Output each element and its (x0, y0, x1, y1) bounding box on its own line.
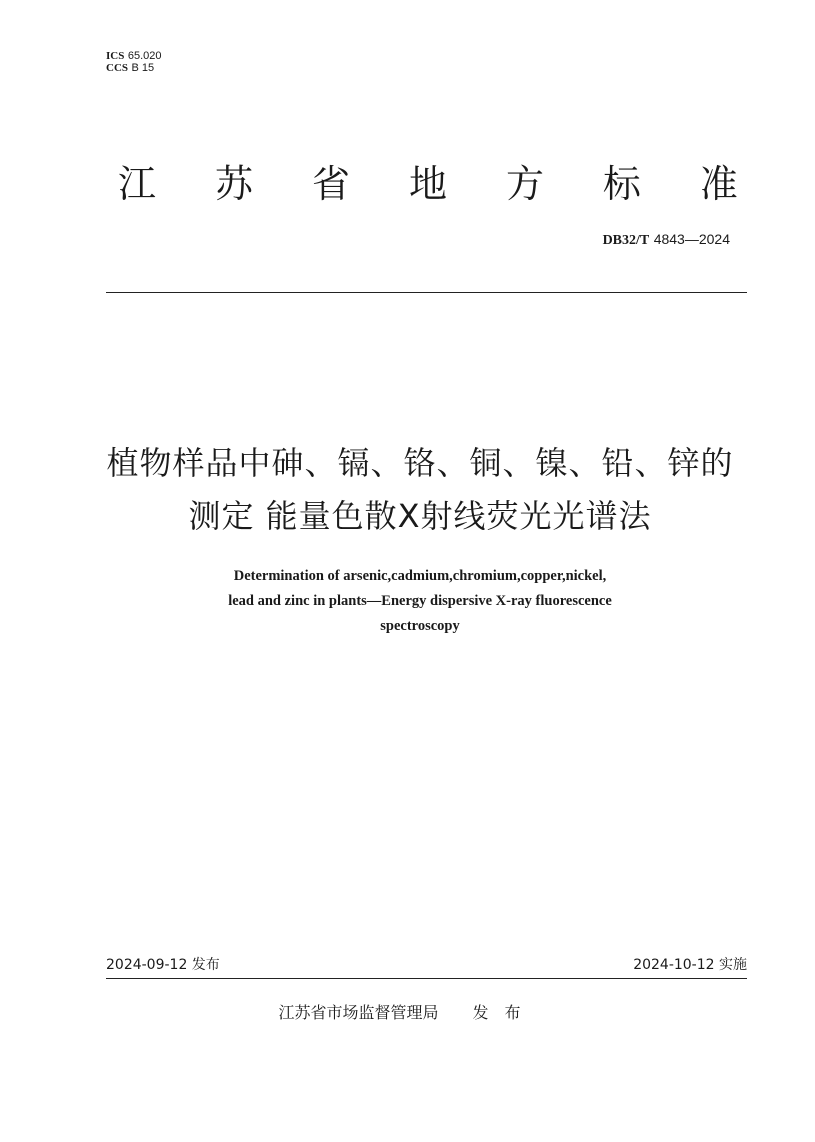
ics-label: ICS (106, 50, 125, 62)
standard-type-char: 准 (699, 162, 738, 206)
ccs-label: CCS (106, 62, 129, 74)
document-number (603, 231, 730, 249)
issuing-authority (0, 1003, 815, 1023)
standard-type-char: 标 (602, 162, 641, 206)
doc-number-value: 4843—2024 (653, 231, 730, 247)
standard-type-char: 方 (505, 162, 544, 206)
standard-type-char: 地 (408, 162, 447, 206)
ccs-value: B 15 (131, 62, 155, 74)
english-title-line-1: Determination of arsenic,cadmium,chromium,copper,nickel, (233, 568, 607, 584)
ics-code (106, 50, 162, 62)
ccs-code (106, 62, 154, 74)
english-title (80, 564, 760, 639)
chinese-title-line-2: 测定 能量色散X射线荧光光谱法 (188, 497, 652, 535)
issuer-name: 江苏省市场监督管理局 (278, 1003, 439, 1022)
standard-type-title (118, 160, 738, 210)
header-divider (106, 292, 747, 293)
doc-number-prefix: DB32/T (602, 233, 650, 248)
english-title-line-3: spectroscopy (380, 618, 460, 634)
english-title-line-2: lead and zinc in plants—Energy dispersive X-ray fluorescence (228, 593, 612, 609)
standard-type-char: 江 (118, 162, 157, 206)
footer-divider (106, 978, 747, 979)
standard-type-char: 苏 (214, 162, 253, 206)
ics-value: 65.020 (127, 50, 162, 62)
release-date: 2024-09-12 发布 (106, 957, 220, 973)
issuer-action: 发布 (472, 1003, 537, 1022)
standard-type-char: 省 (311, 162, 350, 206)
chinese-title-line-1: 植物样品中砷、镉、铬、铜、镍、铅、锌的 (106, 444, 734, 482)
implementation-date: 2024-10-12 实施 (633, 957, 747, 973)
